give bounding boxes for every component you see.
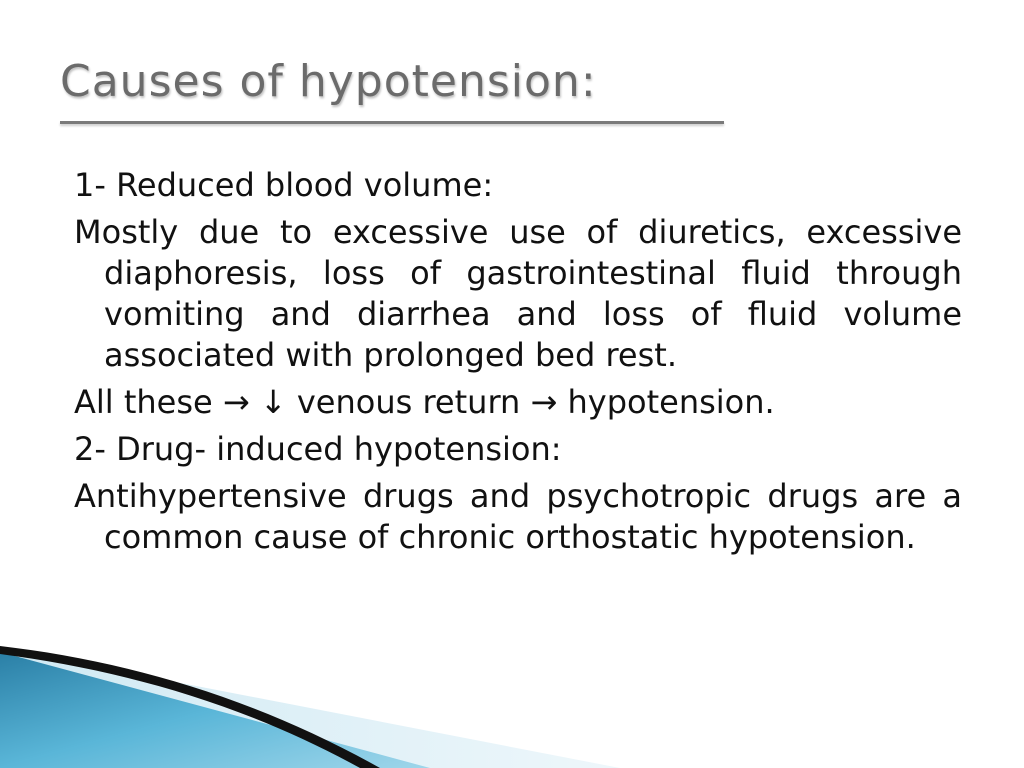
paragraph-venous-return: All these → ↓ venous return → hypotension. [74,383,775,421]
decorative-swoosh [0,640,620,768]
title-underline [60,121,724,124]
slide-body [74,165,962,564]
heading-reduced-blood-volume: 1- Reduced blood volume: [74,166,494,204]
slide-title: Causes of hypotension: [60,56,597,107]
paragraph-blood-volume-causes: Mostly due to excessive use of diuretics, excessive diaphoresis, loss of gastrointestinal fluid through vomiting and diarrhea and loss of fluid volume associated with prolonged bed rest. [74,213,962,374]
heading-drug-induced: 2- Drug- induced hypotension: [74,430,562,468]
paragraph-drug-causes: Antihypertensive drugs and psychotropic drugs are a common cause of chronic orthostatic hypotension. [74,477,962,556]
